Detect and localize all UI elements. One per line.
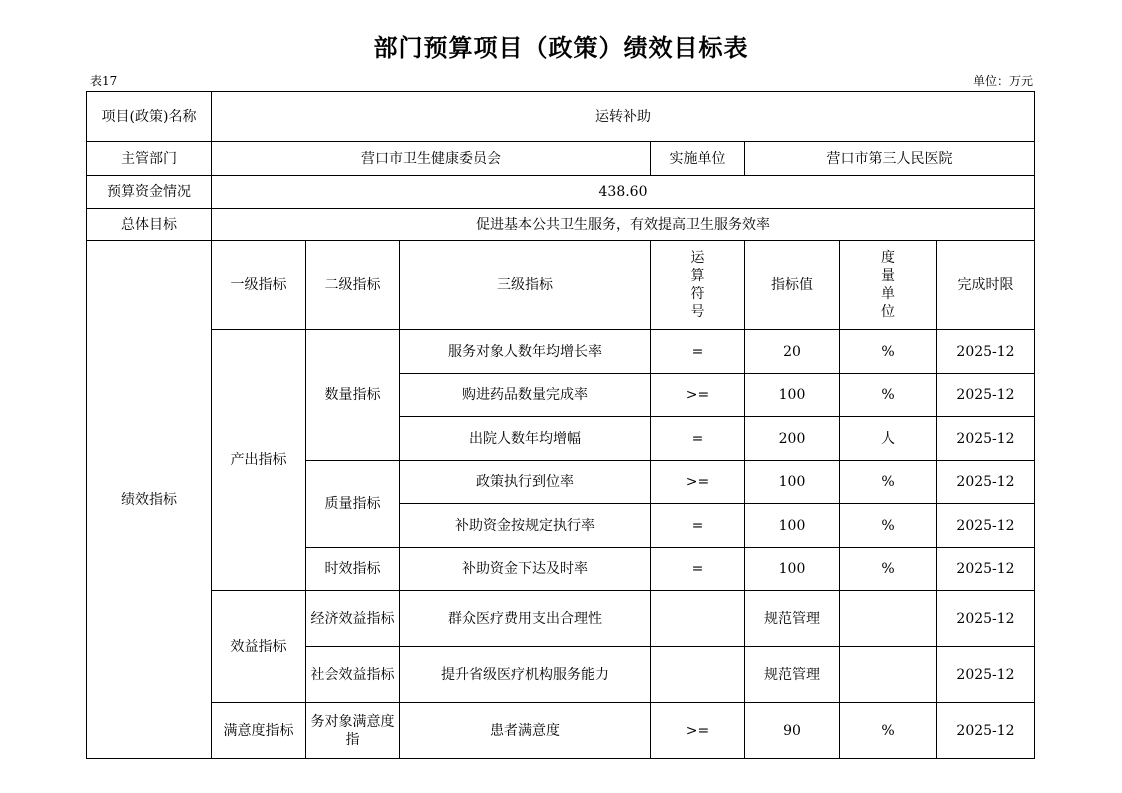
row-value: 规范管理: [745, 591, 840, 647]
page-title: 部门预算项目（政策）绩效目标表: [373, 34, 749, 62]
group-quality: 质量指标: [306, 461, 400, 548]
row-op: >=: [651, 461, 745, 504]
group-economic: 经济效益指标: [306, 591, 400, 647]
row-name: 服务对象人数年均增长率: [400, 330, 651, 374]
row-unit: %: [840, 330, 937, 374]
row-unit: [840, 591, 937, 647]
row-unit: 人: [840, 417, 937, 461]
row-unit: %: [840, 374, 937, 417]
row-value: 100: [745, 504, 840, 548]
header-unit-text: 度量单位: [881, 250, 895, 320]
group-quantity: 数量指标: [306, 330, 400, 461]
row-name: 群众医疗费用支出合理性: [400, 591, 651, 647]
row-name: 补助资金按规定执行率: [400, 504, 651, 548]
row-deadline: 2025-12: [937, 591, 1035, 647]
row-deadline: 2025-12: [937, 548, 1035, 591]
group-social: 社会效益指标: [306, 647, 400, 703]
budget-label: 预算资金情况: [87, 176, 212, 209]
row-op: >=: [651, 374, 745, 417]
dept-value: 营口市卫生健康委员会: [212, 142, 651, 176]
table-row: [87, 330, 1035, 374]
row-deadline: 2025-12: [937, 461, 1035, 504]
row-name: 购进药品数量完成率: [400, 374, 651, 417]
row-unit: [840, 647, 937, 703]
row-unit: %: [840, 703, 937, 759]
goal-row: [87, 209, 1035, 241]
goal-value: 促进基本公共卫生服务，有效提高卫生服务效率: [212, 209, 1035, 241]
row-unit: %: [840, 548, 937, 591]
row-op: [651, 591, 745, 647]
group-output: 产出指标: [212, 330, 306, 591]
project-value: 运转补助: [212, 92, 1035, 142]
row-name: 患者满意度: [400, 703, 651, 759]
row-op: >=: [651, 703, 745, 759]
header-op-text: 运算符号: [690, 250, 705, 320]
header-deadline: 完成时限: [937, 241, 1035, 330]
row-value: 100: [745, 461, 840, 504]
row-deadline: 2025-12: [937, 374, 1035, 417]
row-deadline: 2025-12: [937, 647, 1035, 703]
header-level3: 三级指标: [400, 241, 651, 330]
row-op: =: [651, 504, 745, 548]
row-deadline: 2025-12: [937, 417, 1035, 461]
row-deadline: 2025-12: [937, 703, 1035, 759]
dept-row: [87, 142, 1035, 176]
header-level2: 二级指标: [306, 241, 400, 330]
header-op: [651, 241, 745, 330]
budget-row: [87, 176, 1035, 209]
impl-label: 实施单位: [651, 142, 745, 176]
row-value: 90: [745, 703, 840, 759]
group-service-target: 务对象满意度指: [306, 703, 400, 759]
row-deadline: 2025-12: [937, 330, 1035, 374]
header-value: 指标值: [745, 241, 840, 330]
row-name: 政策执行到位率: [400, 461, 651, 504]
row-value: 规范管理: [745, 647, 840, 703]
project-row: [87, 92, 1035, 142]
row-op: [651, 647, 745, 703]
row-value: 20: [745, 330, 840, 374]
row-value: 100: [745, 374, 840, 417]
group-satisfaction: 满意度指标: [212, 703, 306, 759]
impl-value: 营口市第三人民医院: [745, 142, 1035, 176]
header-row: [87, 241, 1035, 330]
row-op: =: [651, 330, 745, 374]
row-value: 100: [745, 548, 840, 591]
row-name: 补助资金下达及时率: [400, 548, 651, 591]
row-unit: %: [840, 504, 937, 548]
table-number: 表17: [90, 74, 118, 88]
row-name: 提升省级医疗机构服务能力: [400, 647, 651, 703]
goal-label: 总体目标: [87, 209, 212, 241]
dept-label: 主管部门: [87, 142, 212, 176]
perf-label: 绩效指标: [87, 241, 212, 759]
row-op: =: [651, 417, 745, 461]
row-name: 出院人数年均增幅: [400, 417, 651, 461]
row-value: 200: [745, 417, 840, 461]
row-deadline: 2025-12: [937, 504, 1035, 548]
project-label: 项目(政策)名称: [87, 92, 212, 142]
table-row: [87, 591, 1035, 647]
unit-label: 单位：万元: [972, 74, 1033, 88]
header-level1: 一级指标: [212, 241, 306, 330]
table-row: [87, 703, 1035, 759]
row-unit: %: [840, 461, 937, 504]
group-benefit: 效益指标: [212, 591, 306, 703]
header-unit: [840, 241, 937, 330]
row-op: =: [651, 548, 745, 591]
group-timeliness: 时效指标: [306, 548, 400, 591]
performance-table: [86, 91, 1035, 759]
budget-value: 438.60: [212, 176, 1035, 209]
